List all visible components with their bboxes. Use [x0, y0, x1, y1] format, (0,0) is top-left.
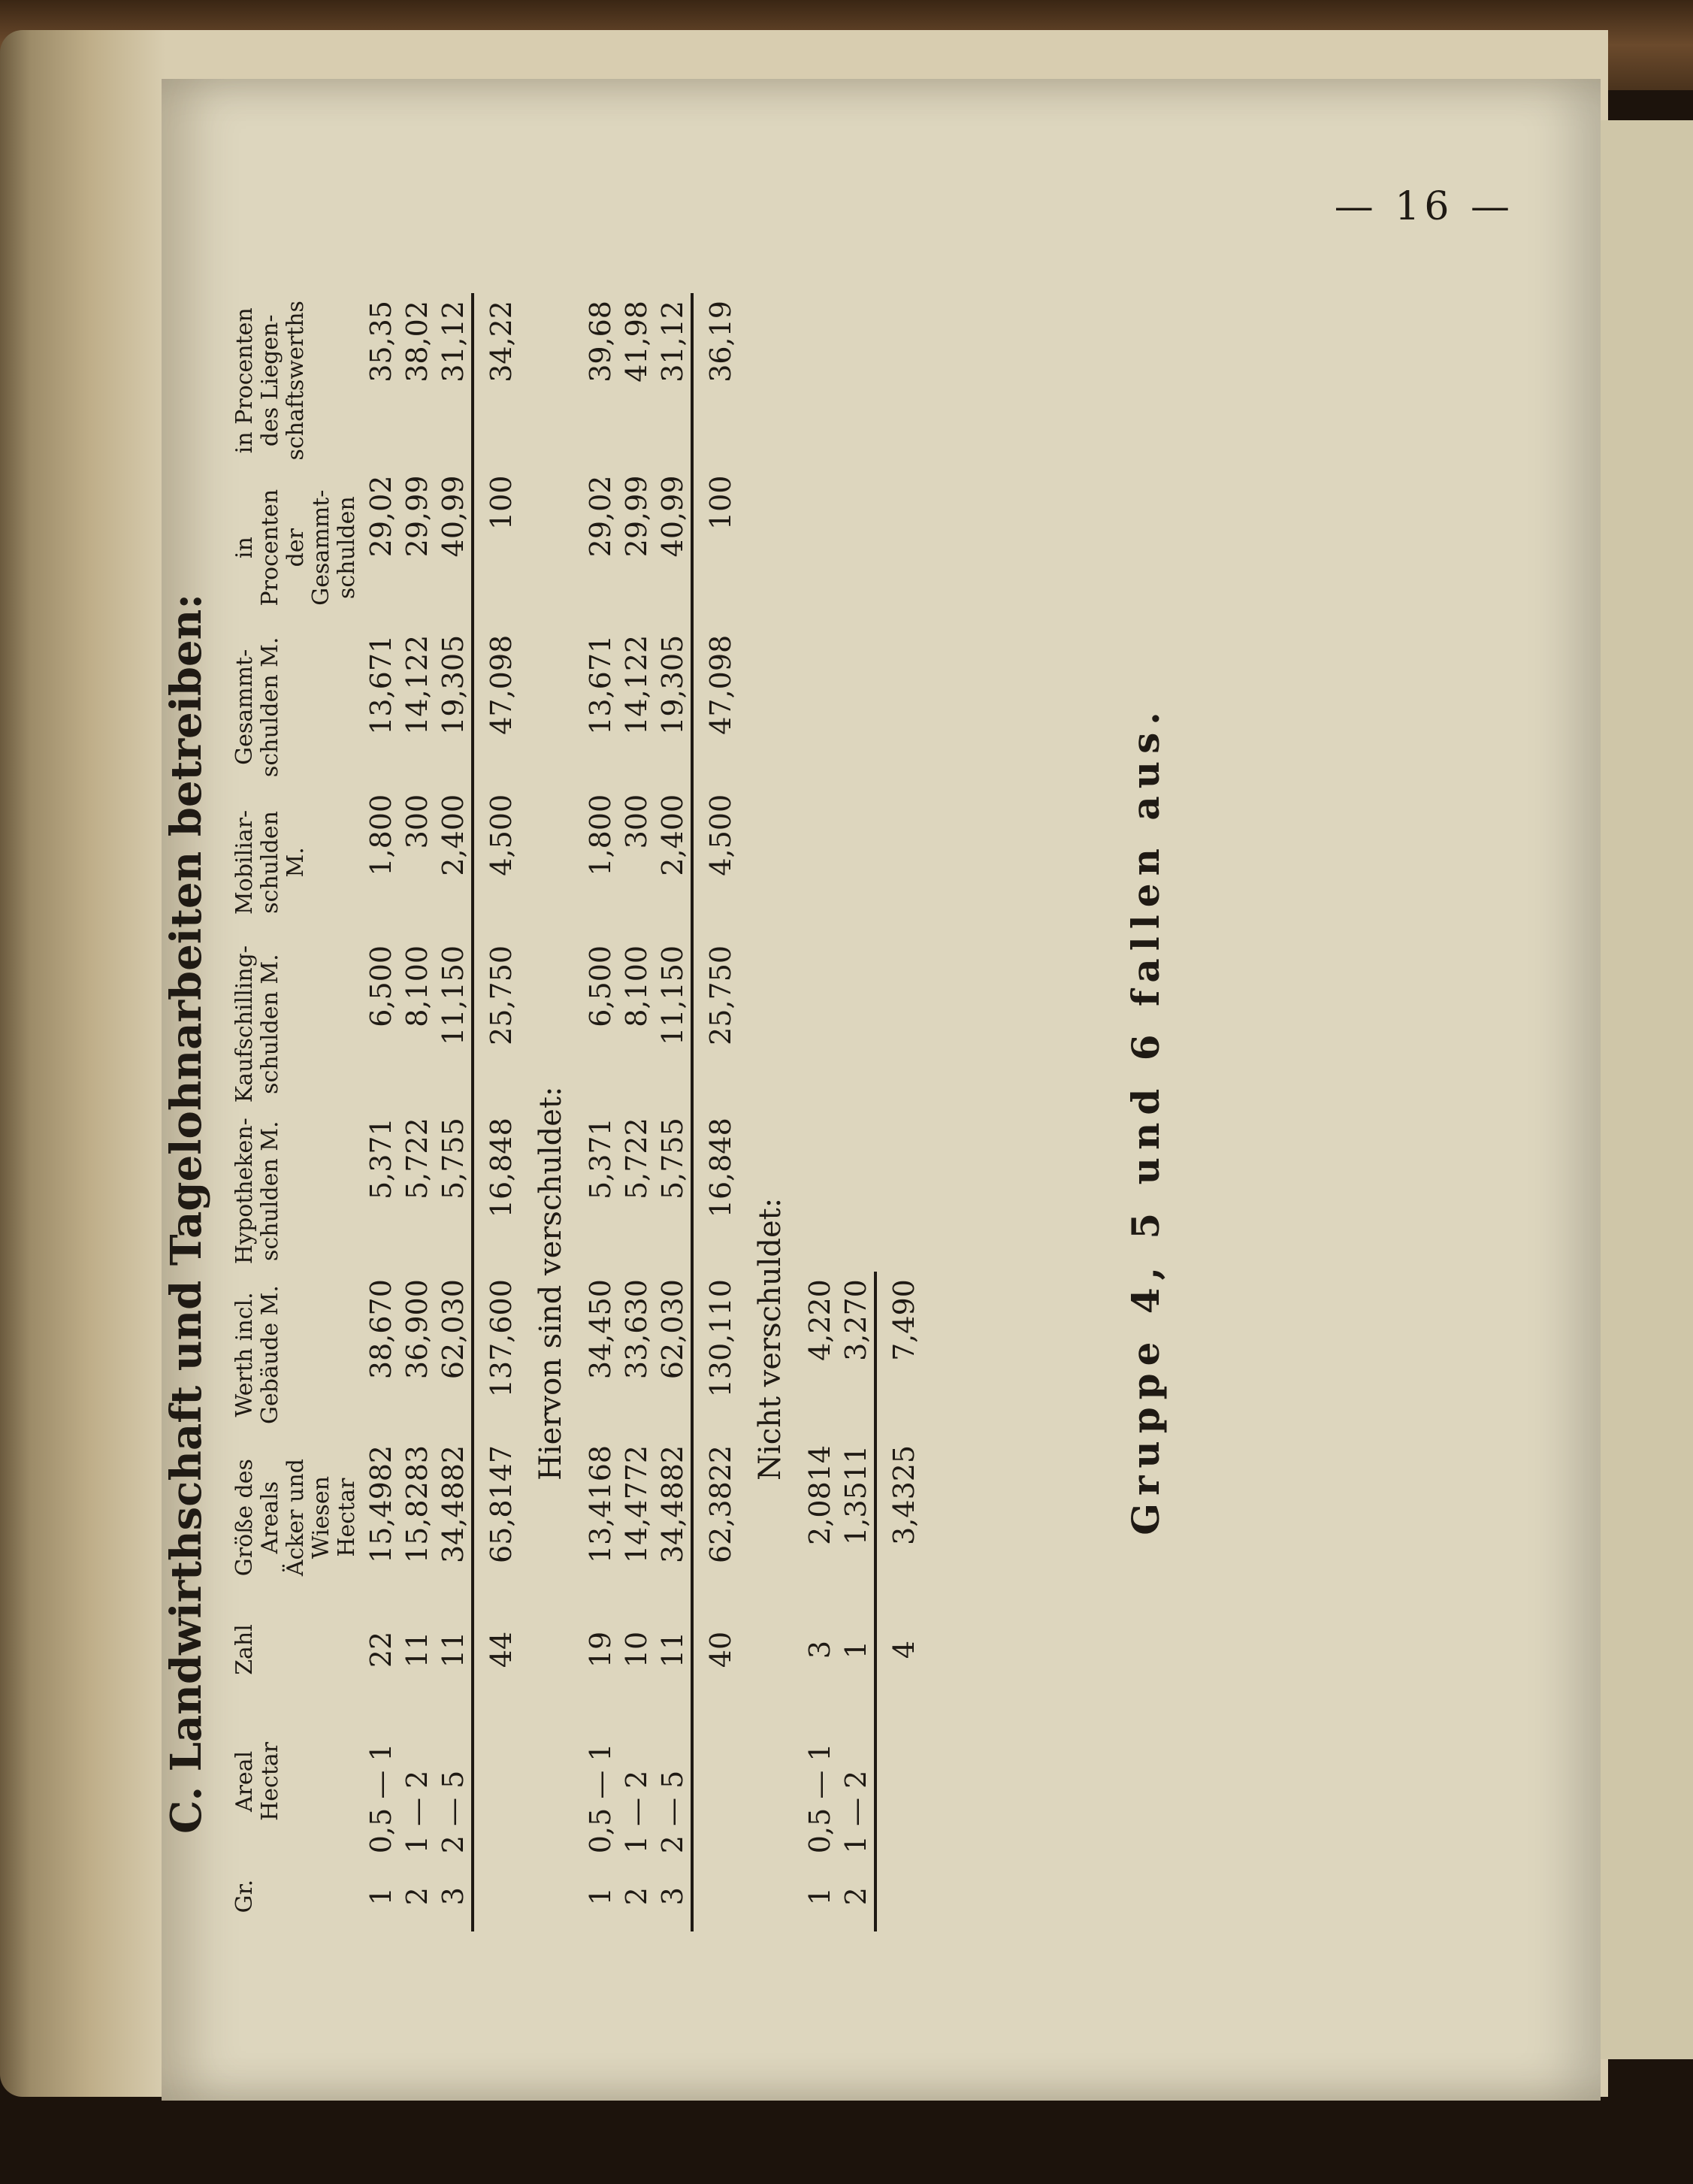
- col-header: Areal Hectar: [231, 1741, 283, 1821]
- cell: 13,671: [364, 634, 398, 735]
- cell: 40,99: [656, 475, 689, 558]
- col-header: in Procenten des Liegen-schaftswerths: [231, 301, 309, 461]
- cell: 300: [401, 794, 434, 849]
- cell: 2,0814: [803, 1444, 836, 1545]
- section-title-row: [739, 293, 802, 1931]
- cell: 40: [692, 1597, 739, 1702]
- col-header: Gr.: [231, 1879, 258, 1913]
- col-header: Mobiliar-schulden M.: [231, 809, 309, 915]
- cell: 44: [473, 1597, 519, 1702]
- cell: [473, 1861, 519, 1931]
- cell: 36,19: [692, 293, 739, 468]
- cell: 4,500: [692, 787, 739, 938]
- cell: 4,500: [473, 787, 519, 938]
- col-header: Hypotheken-schulden M.: [231, 1118, 283, 1265]
- cell: 1: [803, 1887, 836, 1906]
- cell: 38,02: [401, 301, 434, 383]
- cell: 7,490: [875, 1272, 922, 1438]
- cell: 14,4772: [620, 1444, 653, 1564]
- cell: 62,030: [437, 1279, 470, 1380]
- cell: 34,4882: [437, 1444, 470, 1564]
- col-header: Größe des Areals Äcker und Wiesen Hectar: [231, 1459, 360, 1577]
- total-row: [473, 293, 519, 1931]
- cell: 40,99: [437, 475, 470, 558]
- table-row: [618, 293, 655, 1931]
- cell: 31,12: [437, 301, 470, 383]
- cell: 1,800: [584, 794, 617, 876]
- cell: 62,030: [656, 1279, 689, 1380]
- cell: 13,671: [584, 634, 617, 735]
- table-row: [582, 293, 618, 1931]
- cell: [692, 1702, 739, 1862]
- cell: 5,371: [584, 1118, 617, 1200]
- cell: 41,98: [620, 301, 653, 383]
- table-header-row: [229, 293, 363, 1931]
- cell: 5,755: [656, 1118, 689, 1200]
- cell: 3: [437, 1887, 470, 1906]
- cell: 1 — 2: [839, 1770, 872, 1854]
- cell: 34,4882: [656, 1444, 689, 1564]
- cell: 5,722: [401, 1118, 434, 1200]
- cell: 300: [620, 794, 653, 849]
- footer-note: Gruppe 4, 5 und 6 fallen aus.: [1123, 704, 1168, 1535]
- cell: 100: [473, 468, 519, 628]
- cell: [875, 1702, 922, 1862]
- cell: 19,305: [437, 634, 470, 735]
- cell: 62,3822: [692, 1438, 739, 1598]
- cell: 19: [584, 1631, 617, 1668]
- debt-table: [229, 293, 922, 1931]
- cell: 100: [692, 468, 739, 628]
- cell: 3,270: [839, 1279, 872, 1361]
- table-row: [838, 293, 875, 1931]
- cell: 6,500: [584, 945, 617, 1027]
- total-row: [692, 293, 739, 1931]
- cell: 38,670: [364, 1279, 398, 1380]
- section-title: Hiervon sind verschuldet:: [534, 1086, 568, 1481]
- cell: 11: [656, 1631, 689, 1668]
- facing-page-edge: [1586, 120, 1693, 2059]
- cell: 34,22: [473, 293, 519, 468]
- table-row: [435, 293, 473, 1931]
- cell: 36,900: [401, 1279, 434, 1380]
- cell: 0,5 — 1: [803, 1743, 836, 1854]
- cell: 25,750: [473, 938, 519, 1110]
- cell: 3: [803, 1640, 836, 1659]
- cell: 35,35: [364, 301, 398, 383]
- cell: 29,99: [401, 475, 434, 558]
- cell: 0,5 — 1: [584, 1743, 617, 1854]
- cell: 11: [401, 1631, 434, 1668]
- table-row: [802, 293, 838, 1931]
- cell: 137,600: [473, 1272, 519, 1438]
- cell: 2: [620, 1887, 653, 1906]
- cell: 1,3511: [839, 1444, 872, 1545]
- cell: 5,755: [437, 1118, 470, 1200]
- cell: 2: [401, 1887, 434, 1906]
- cell: 39,68: [584, 301, 617, 383]
- cell: 31,12: [656, 301, 689, 383]
- cell: 19,305: [656, 634, 689, 735]
- cell: 0,5 — 1: [364, 1743, 398, 1854]
- table-row: [363, 293, 399, 1931]
- cell: 34,450: [584, 1279, 617, 1380]
- page-number: — 16 —: [1334, 184, 1514, 229]
- cell: 4: [875, 1597, 922, 1702]
- section-title-row: [519, 293, 582, 1931]
- table-row: [655, 293, 692, 1931]
- cell: 2 — 5: [656, 1770, 689, 1854]
- cell: 33,630: [620, 1279, 653, 1380]
- col-header: Werth incl. Gebäude M.: [231, 1285, 283, 1424]
- cell: 15,4982: [364, 1444, 398, 1564]
- cell: 16,848: [473, 1110, 519, 1272]
- cell: 11: [437, 1631, 470, 1668]
- cell: 1 — 2: [620, 1770, 653, 1854]
- cell: 65,8147: [473, 1438, 519, 1598]
- cell: 1 — 2: [401, 1770, 434, 1854]
- cell: 3: [656, 1887, 689, 1906]
- col-header: in Procenten der Gesammt-schulden: [231, 489, 360, 606]
- cell: 11,150: [656, 945, 689, 1045]
- cell: 1: [584, 1887, 617, 1906]
- cell: 130,110: [692, 1272, 739, 1438]
- cell: 1: [839, 1640, 872, 1659]
- cell: 1,800: [364, 794, 398, 876]
- cell: 8,100: [401, 945, 434, 1027]
- cell: 29,99: [620, 475, 653, 558]
- cell: 47,098: [473, 628, 519, 787]
- cell: 47,098: [692, 628, 739, 787]
- cell: 10: [620, 1631, 653, 1668]
- cell: 14,122: [401, 634, 434, 735]
- cell: 16,848: [692, 1110, 739, 1272]
- col-header: Zahl: [231, 1624, 258, 1675]
- cell: 29,02: [364, 475, 398, 558]
- cell: [473, 1702, 519, 1862]
- cell: 5,722: [620, 1118, 653, 1200]
- table-row: [399, 293, 435, 1931]
- cell: 1: [364, 1887, 398, 1906]
- cell: 8,100: [620, 945, 653, 1027]
- total-row: [875, 293, 922, 1931]
- cell: 29,02: [584, 475, 617, 558]
- cell: 2,400: [656, 794, 689, 876]
- cell: [692, 1861, 739, 1931]
- cell: 2: [839, 1887, 872, 1906]
- section-heading: C. Landwirthschaft und Tagelohnarbeiten betreiben:: [162, 593, 211, 1834]
- cell: 22: [364, 1631, 398, 1668]
- cell: 15,8283: [401, 1444, 434, 1564]
- cell: 2 — 5: [437, 1770, 470, 1854]
- cell: 13,4168: [584, 1444, 617, 1564]
- col-header: Kaufschilling-schulden M.: [231, 945, 283, 1103]
- col-header: Gesammt-schulden M.: [231, 637, 283, 778]
- cell: 4,220: [803, 1279, 836, 1361]
- cell: 3,4325: [875, 1438, 922, 1598]
- cell: 25,750: [692, 938, 739, 1110]
- cell: 5,371: [364, 1118, 398, 1200]
- cell: 11,150: [437, 945, 470, 1045]
- cell: 6,500: [364, 945, 398, 1027]
- rotated-table-block: [116, 293, 1229, 1947]
- cell: 2,400: [437, 794, 470, 876]
- cell: [875, 1861, 922, 1931]
- section-title: Nicht verschuldet:: [753, 1197, 788, 1481]
- cell: 14,122: [620, 634, 653, 735]
